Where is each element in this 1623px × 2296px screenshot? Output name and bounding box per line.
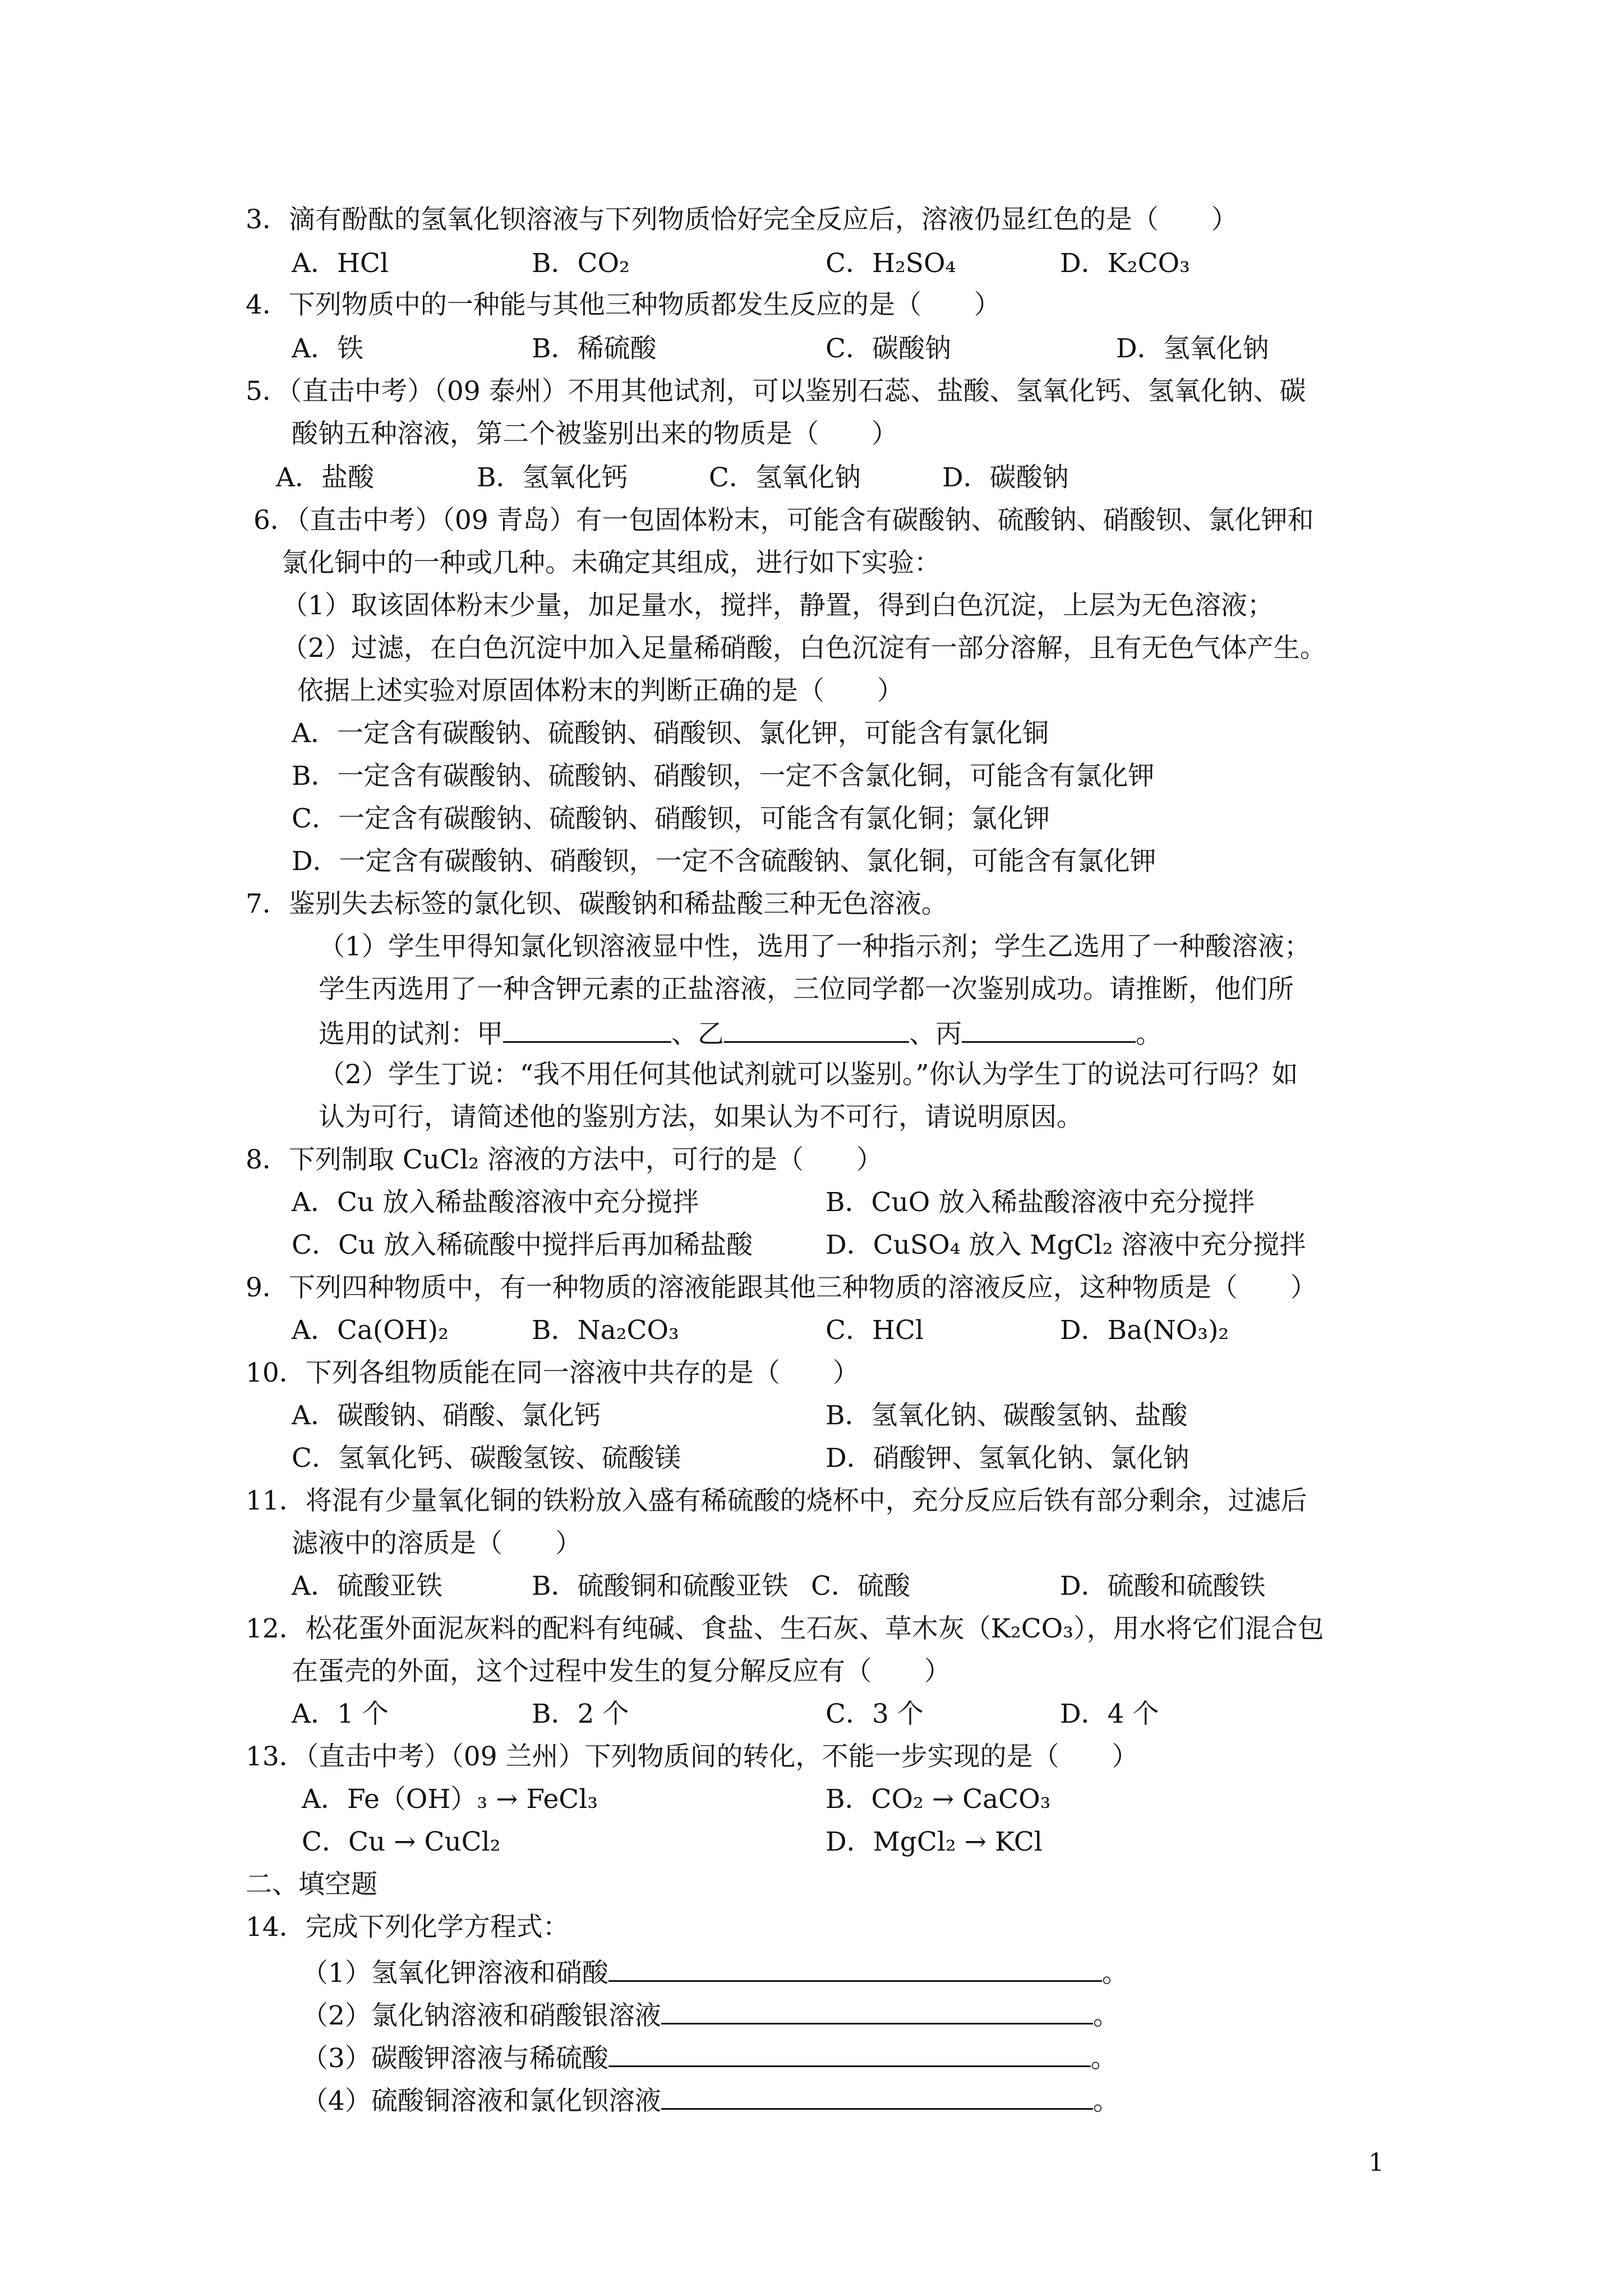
q14-item-1-end: 。 xyxy=(1101,1958,1128,1989)
q7-separator-yi: 、乙 xyxy=(671,1019,724,1050)
q7-blank-yi[interactable] xyxy=(724,1019,909,1043)
page-number: 1 xyxy=(1368,2148,1384,2177)
q13-option-b: B．CO₂ → CaCO₃ xyxy=(826,1784,1051,1815)
q14-item-1 xyxy=(302,1958,1128,1989)
q8-option-d: D．CuSO₄ 放入 MgCl₂ 溶液中充分搅拌 xyxy=(826,1230,1306,1260)
q3-stem: 3．滴有酚酞的氢氧化钡溶液与下列物质恰好完全反应后，溶液仍显红色的是（ ） xyxy=(246,204,1238,235)
q7-blank-bing[interactable] xyxy=(962,1019,1136,1043)
q8-option-b: B．CuO 放入稀盐酸溶液中充分搅拌 xyxy=(826,1187,1255,1218)
q8-option-c: C．Cu 放入稀硫酸中搅拌后再加稀盐酸 xyxy=(292,1230,753,1260)
q6-step2: （2）过滤，在白色沉淀中加入足量稀硝酸，白色沉淀有一部分溶解，且有无色气体产生。 xyxy=(282,633,1326,664)
q5-option-d: D．碳酸钠 xyxy=(942,462,1069,493)
q3-option-d: D．K₂CO₃ xyxy=(1060,248,1190,279)
q14-blank-1[interactable] xyxy=(608,1958,1102,1982)
q12-option-b: B．2 个 xyxy=(532,1699,629,1729)
q11-option-d: D．硫酸和硫酸铁 xyxy=(1060,1571,1266,1602)
q9-option-c: C．HCl xyxy=(826,1315,924,1346)
q7-part2-line1: （2）学生丁说：“我不用任何其他试剂就可以鉴别。”你认为学生丁的说法可行吗？如 xyxy=(319,1059,1298,1090)
q11-option-b: B．硫酸铜和硫酸亚铁 xyxy=(532,1571,789,1602)
q5-stem-line2: 酸钠五种溶液，第二个被鉴别出来的物质是（ ） xyxy=(292,418,898,449)
q7-part1-line2: 学生丙选用了一种含钾元素的正盐溶液，三位同学都一次鉴别成功。请推断，他们所 xyxy=(319,974,1294,1005)
q7-part1-line3 xyxy=(319,1019,1162,1050)
q5-option-a: A．盐酸 xyxy=(276,462,374,493)
q13-stem: 13．（直击中考）（09 兰州）下列物质间的转化，不能一步实现的是（ ） xyxy=(246,1741,1138,1772)
q14-item-4-label: （4）硫酸铜溶液和氯化钡溶液 xyxy=(302,2086,661,2116)
q7-separator-bing: 、丙 xyxy=(909,1019,962,1050)
q14-blank-3[interactable] xyxy=(608,2043,1091,2067)
q10-stem: 10．下列各组物质能在同一溶液中共存的是（ ） xyxy=(246,1358,859,1388)
q7-part1-line1: （1）学生甲得知氯化钡溶液显中性，选用了一种指示剂；学生乙选用了一种酸溶液； xyxy=(319,931,1311,962)
q5-option-b: B．氢氧化钙 xyxy=(477,462,628,493)
q7-part2-line2: 认为可行，请简述他的鉴别方法，如果认为不可行，请说明原因。 xyxy=(319,1102,1083,1133)
section-title-fill-in: 二、填空题 xyxy=(246,1869,377,1900)
q9-option-d: D．Ba(NO₃)₂ xyxy=(1060,1315,1229,1346)
q14-item-3-label: （3）碳酸钾溶液与稀硫酸 xyxy=(302,2043,608,2074)
q14-item-3 xyxy=(302,2043,1117,2072)
q7-period: 。 xyxy=(1136,1019,1162,1050)
q10-option-c: C．氢氧化钙、碳酸氢铵、硫酸镁 xyxy=(292,1443,681,1474)
q6-stem-line2: 氯化铜中的一种或几种。未确定其组成，进行如下实验： xyxy=(282,547,940,578)
q6-option-c: C．一定含有碳酸钠、硫酸钠、硝酸钡，可能含有氯化铜；氯化钾 xyxy=(292,803,1050,834)
q7-blank-jia[interactable] xyxy=(503,1019,671,1043)
q11-option-c: C．硫酸 xyxy=(811,1571,910,1602)
q7-stem: 7．鉴别失去标签的氯化钡、碳酸钠和稀盐酸三种无色溶液。 xyxy=(246,889,948,919)
q7-reagents-label: 选用的试剂：甲 xyxy=(319,1019,503,1050)
q4-option-d: D．氢氧化钠 xyxy=(1116,333,1269,364)
q6-option-d: D．一定含有碳酸钠、硝酸钡，一定不含硫酸钠、氯化铜，可能含有氯化钾 xyxy=(292,846,1156,877)
q6-stem-line1: 6．（直击中考）（09 青岛）有一包固体粉末，可能含有碳酸钠、硫酸钠、硝酸钡、氯化钾和 xyxy=(253,505,1314,536)
q3-option-c: C．H₂SO₄ xyxy=(826,248,956,279)
q3-option-b: B．CO₂ xyxy=(532,248,630,279)
q3-option-a: A．HCl xyxy=(292,248,389,279)
q14-item-2-end: 。 xyxy=(1092,2000,1119,2031)
q14-item-3-end: 。 xyxy=(1090,2043,1117,2074)
q12-stem-line1: 12．松花蛋外面泥灰料的配料有纯碱、食盐、生石灰、草木灰（K₂CO₃），用水将它们混合包 xyxy=(246,1613,1324,1644)
q12-option-a: A．1 个 xyxy=(292,1699,389,1729)
q10-option-a: A．碳酸钠、硝酸、氯化钙 xyxy=(292,1400,601,1431)
q4-option-b: B．稀硫酸 xyxy=(532,333,657,364)
q4-option-c: C．碳酸钠 xyxy=(826,333,951,364)
q6-option-a: A．一定含有碳酸钠、硫酸钠、硝酸钡、氯化钾，可能含有氯化铜 xyxy=(292,718,1049,749)
q14-stem: 14．完成下列化学方程式： xyxy=(246,1912,569,1943)
q6-option-b: B．一定含有碳酸钠、硫酸钠、硝酸钡，一定不含氯化铜，可能含有氯化钾 xyxy=(292,761,1155,792)
q12-option-d: D．4 个 xyxy=(1060,1699,1159,1729)
q13-option-a: A．Fe（OH）₃ → FeCl₃ xyxy=(302,1784,598,1815)
q14-item-2-label: （2）氯化钠溶液和硝酸银溶液 xyxy=(302,2000,661,2031)
q5-option-c: C．氢氧化钠 xyxy=(709,462,861,493)
q12-stem-line2: 在蛋壳的外面，这个过程中发生的复分解反应有（ ） xyxy=(292,1656,951,1687)
q10-option-d: D．硝酸钾、氢氧化钠、氯化钠 xyxy=(826,1443,1189,1474)
q4-stem: 4．下列物质中的一种能与其他三种物质都发生反应的是（ ） xyxy=(246,289,1000,320)
q9-option-a: A．Ca(OH)₂ xyxy=(292,1315,449,1346)
q4-option-a: A．铁 xyxy=(292,333,363,364)
q9-stem: 9．下列四种物质中，有一种物质的溶液能跟其他三种物质的溶液反应，这种物质是（ ） xyxy=(246,1272,1317,1303)
q11-option-a: A．硫酸亚铁 xyxy=(292,1571,442,1602)
q9-option-b: B．Na₂CO₃ xyxy=(532,1315,679,1346)
q13-option-d: D．MgCl₂ → KCl xyxy=(826,1826,1043,1857)
q6-question: 依据上述实验对原固体粉末的判断正确的是（ ） xyxy=(297,675,903,706)
q14-blank-2[interactable] xyxy=(661,2000,1093,2024)
q14-item-4 xyxy=(302,2086,1119,2114)
q11-stem-line1: 11．将混有少量氧化铜的铁粉放入盛有稀硫酸的烧杯中，充分反应后铁有部分剩余，过滤后 xyxy=(246,1485,1307,1516)
q8-stem: 8．下列制取 CuCl₂ 溶液的方法中，可行的是（ ） xyxy=(246,1144,883,1175)
q14-blank-4[interactable] xyxy=(661,2086,1093,2110)
q14-item-1-label: （1）氢氧化钾溶液和硝酸 xyxy=(302,1958,608,1989)
q14-item-2 xyxy=(302,2000,1119,2029)
q11-stem-line2: 滤液中的溶质是（ ） xyxy=(292,1528,582,1559)
q8-option-a: A．Cu 放入稀盐酸溶液中充分搅拌 xyxy=(292,1187,699,1218)
q6-step1: （1）取该固体粉末少量，加足量水，搅拌，静置，得到白色沉淀，上层为无色溶液； xyxy=(282,590,1274,621)
q13-option-c: C．Cu → CuCl₂ xyxy=(302,1826,501,1857)
q14-item-4-end: 。 xyxy=(1092,2086,1119,2116)
q10-option-b: B．氢氧化钠、碳酸氢钠、盐酸 xyxy=(826,1400,1188,1431)
q12-option-c: C．3 个 xyxy=(826,1699,924,1729)
q5-stem-line1: 5．（直击中考）（09 泰州）不用其他试剂，可以鉴别石蕊、盐酸、氢氧化钙、氢氧化钠、碳 xyxy=(246,376,1306,407)
